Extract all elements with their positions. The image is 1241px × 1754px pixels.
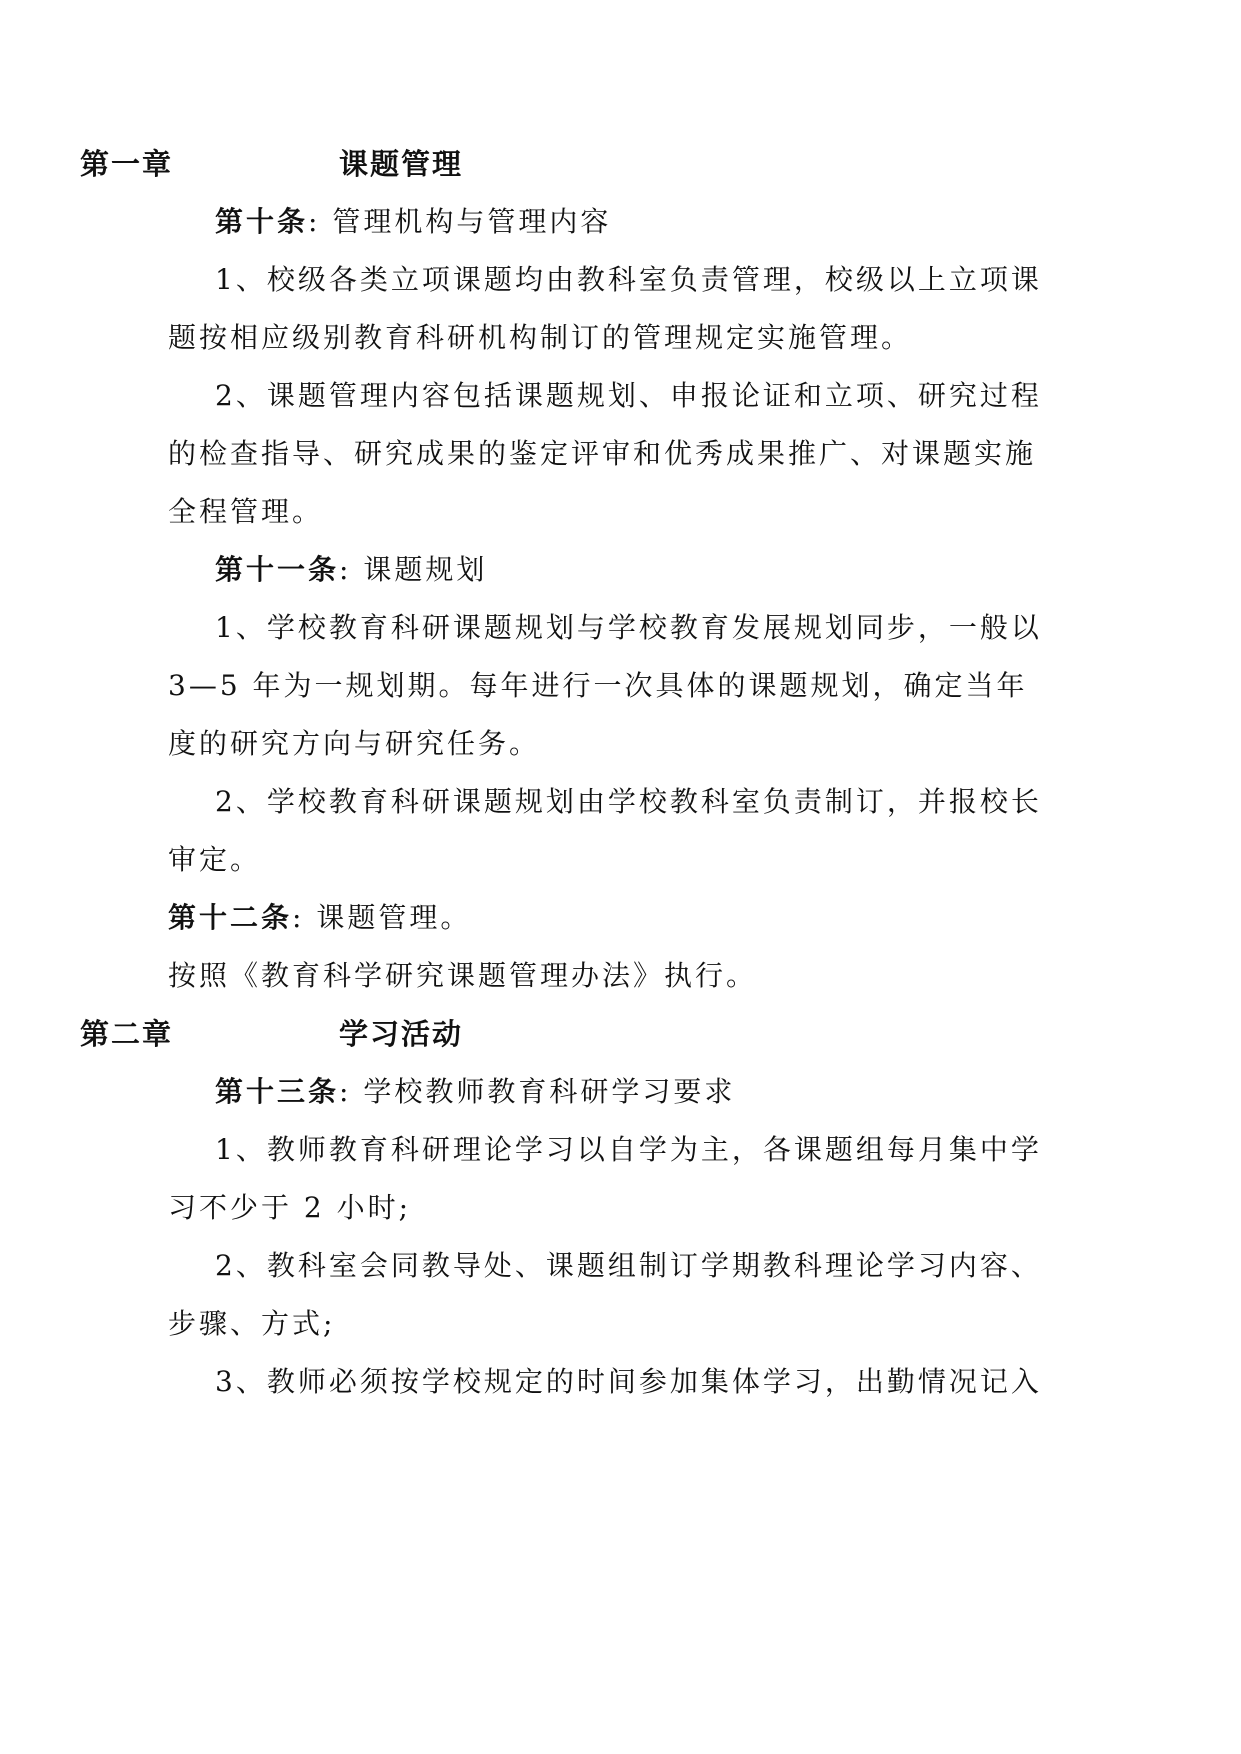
paragraph-line: 的检查指导、研究成果的鉴定评审和优秀成果推广、对课题实施: [168, 437, 1037, 470]
article-heading: [215, 202, 611, 242]
article-label: 第十三条: [215, 1075, 340, 1108]
paragraph-line: 1、学校教育科研课题规划与学校教育发展规划同步，一般以: [215, 611, 1042, 644]
chapter-heading: [80, 144, 464, 184]
article-title: 课题规划: [363, 553, 488, 586]
paragraph-line: 步骤、方式;: [168, 1307, 336, 1340]
chapter-title: 学习活动: [339, 1017, 464, 1051]
paragraph-line: 2、学校教育科研课题规划由学校教科室负责制订，并报校长: [215, 785, 1042, 818]
paragraph-line: 全程管理。: [168, 495, 324, 528]
paragraph-line: 3、教师必须按学校规定的时间参加集体学习，出勤情况记入: [215, 1365, 1042, 1398]
paragraph-line: 2、课题管理内容包括课题规划、申报论证和立项、研究过程: [215, 379, 1042, 412]
paragraph-line: 3—5 年为一规划期。每年进行一次具体的课题规划，确定当年: [168, 669, 1028, 702]
chapter-title: 课题管理: [339, 147, 464, 181]
paragraph-line: 习不少于 2 小时;: [168, 1191, 412, 1224]
article-label: 第十条: [215, 205, 309, 238]
article-title: 学校教师教育科研学习要求: [363, 1075, 736, 1108]
article-label: 第十一条: [215, 553, 340, 586]
chapter-heading: [80, 1014, 464, 1054]
article-title: 管理机构与管理内容: [332, 205, 612, 238]
paragraph-line: 审定。: [168, 843, 262, 876]
paragraph-line: 按照《教育科学研究课题管理办法》执行。: [168, 959, 758, 992]
article-heading: [215, 550, 487, 590]
article-label: 第十二条: [168, 901, 293, 934]
chapter-label: 第二章: [80, 1017, 174, 1051]
article-heading: [168, 898, 471, 938]
paragraph-line: 1、校级各类立项课题均由教科室负责管理，校级以上立项课: [215, 263, 1042, 296]
paragraph-line: 题按相应级别教育科研机构制订的管理规定实施管理。: [168, 321, 913, 354]
paragraph-line: 度的研究方向与研究任务。: [168, 727, 541, 760]
chapter-label: 第一章: [80, 147, 174, 181]
article-colon: :: [339, 553, 352, 586]
paragraph-line: 2、教科室会同教导处、课题组制订学期教科理论学习内容、: [215, 1249, 1042, 1282]
article-colon: :: [308, 205, 321, 238]
article-title: 课题管理。: [316, 901, 472, 934]
article-heading: [215, 1072, 735, 1112]
article-colon: :: [339, 1075, 352, 1108]
paragraph-line: 1、教师教育科研理论学习以自学为主，各课题组每月集中学: [215, 1133, 1042, 1166]
article-colon: :: [292, 901, 305, 934]
